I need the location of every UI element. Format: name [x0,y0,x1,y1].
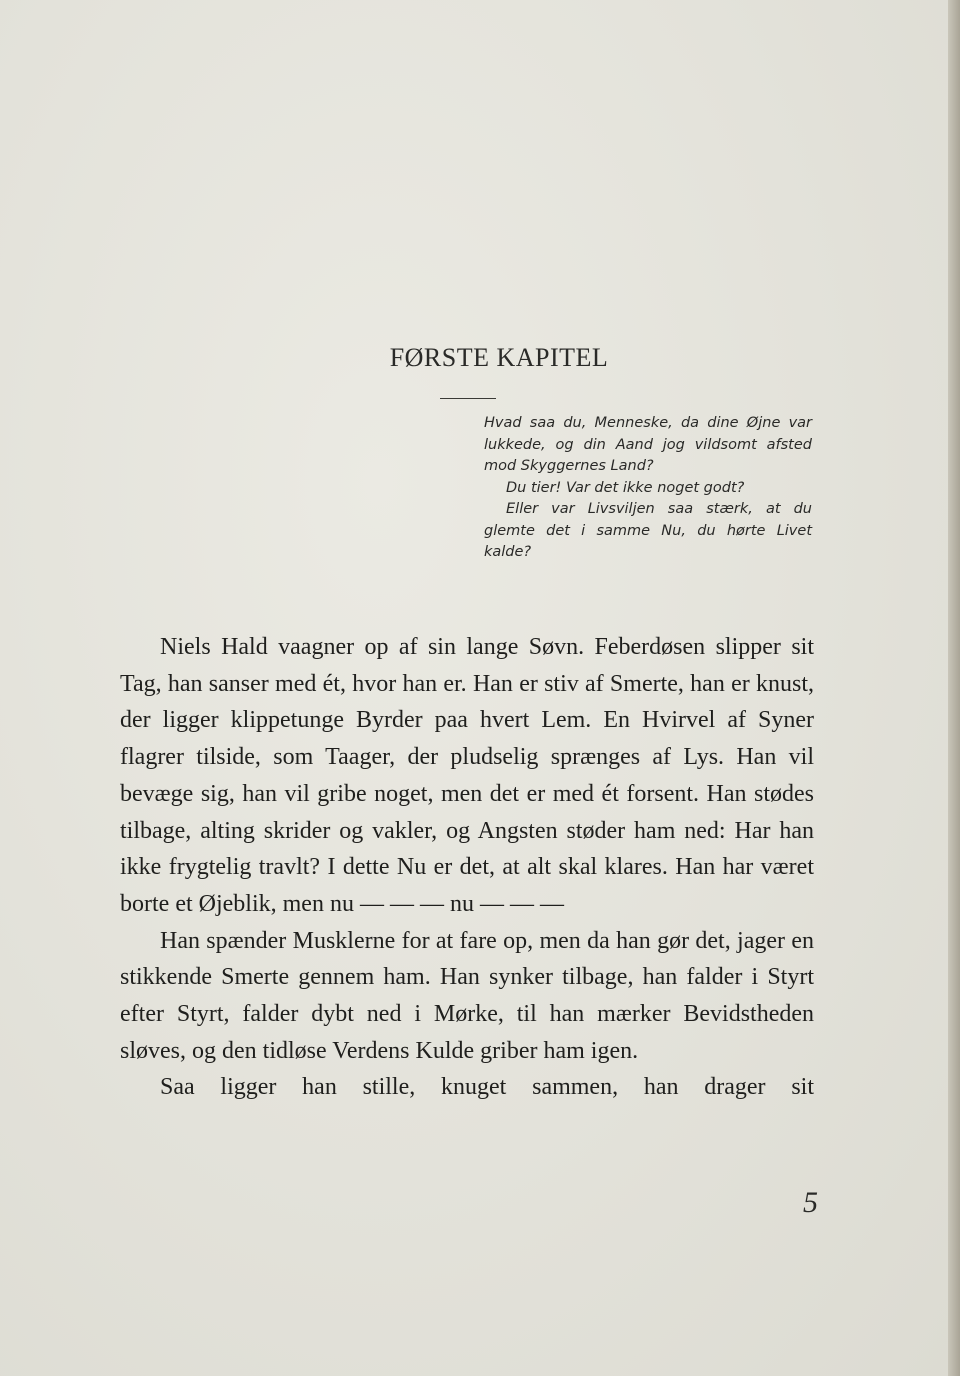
title-rule [440,398,496,399]
page-number: 5 [803,1186,818,1219]
epigraph [484,413,812,564]
body-text [120,629,814,1106]
body-paragraph: Saa ligger han stille, knuget sammen, han drager sit [160,1074,814,1101]
chapter-title: FØRSTE KAPITEL [389,343,609,372]
epigraph-paragraph: Hvad saa du, Menneske, da dine Øjne var lukkede, og din Aand jog vildsomt afsted mod Skyggernes Land? [484,415,812,474]
body-paragraph: Han spænder Musklerne for at fare op, men da han gør det, jager en stikkende Smerte gennem ham. Han synker tilbage, han falder i Styrt efter Styrt, falder dybt ned i Mørke, til han mærker Bevidstheden sløves, og den tidløse Verdens Kulde griber ham igen. [120,927,814,1064]
epigraph-paragraph: Du tier! Var det ikke noget godt? [506,479,745,496]
epigraph-paragraph: Eller var Livsviljen saa stærk, at du glemte det i samme Nu, du hørte Livet kalde? [484,501,812,560]
body-paragraph: Niels Hald vaagner op af sin lange Søvn. Feberdøsen slipper sit Tag, han sanser med ét, hvor han er. Han er stiv af Smerte, han er knust, der ligger klippetunge Byrder paa hvert Lem. En Hvirvel af Syner flagrer tilside, som Taager, der pludselig sprænges af Lys. Han vil bevæge sig, han vil gribe noget, men det er med ét forsent. Han stødes tilbage, alting skrider og vakler, og Angsten støder ham ned: Har han ikke frygtelig travlt? I dette Nu er det, at alt skal klares. Han har været borte et Øjeblik, men nu — — — nu — — — [120,634,814,917]
page-edge [948,0,960,1376]
